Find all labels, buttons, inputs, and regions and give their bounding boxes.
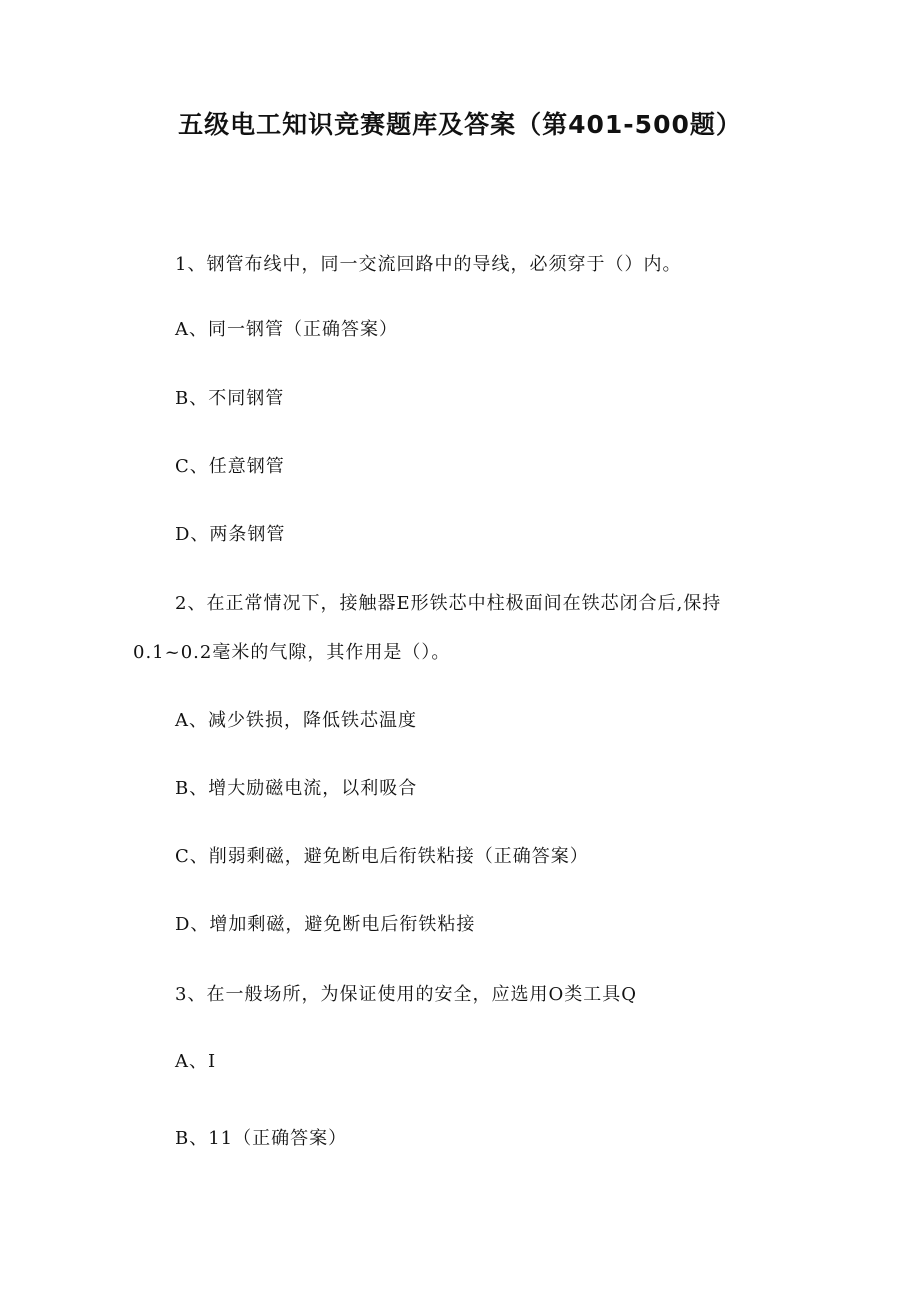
question-1-text: 1、钢管布线中，同一交流回路中的导线，必须穿于（）内。	[175, 254, 682, 275]
question-2-text-line-1: 2、在正常情况下，接触器E形铁芯中柱极面间在铁芯闭合后,保持	[175, 593, 722, 614]
question-1-option-a: A、同一钢管（正确答案）	[175, 319, 398, 340]
question-1-option-c: C、任意钢管	[175, 456, 285, 477]
question-2-option-a: A、减少铁损，降低铁芯温度	[175, 710, 417, 731]
document-title: 五级电工知识竞赛题库及答案（第401-500题）	[178, 110, 742, 139]
question-3-text: 3、在一般场所，为保证使用的安全，应选用O类工具Q	[175, 984, 637, 1005]
question-2-text-line-2: 0.1~0.2毫米的气隙，其作用是（）。	[133, 642, 451, 663]
question-2-option-c: C、削弱剩磁，避免断电后衔铁粘接（正确答案）	[175, 846, 589, 867]
question-3-option-b: B、11（正确答案）	[175, 1128, 348, 1149]
question-1-option-d: D、两条钢管	[175, 524, 286, 545]
question-2-option-b: B、增大励磁电流，以利吸合	[175, 778, 418, 799]
question-3-option-a: A、I	[175, 1051, 217, 1072]
question-2-option-d: D、增加剩磁，避免断电后衔铁粘接	[175, 914, 476, 935]
question-1-option-b: B、不同钢管	[175, 388, 285, 409]
